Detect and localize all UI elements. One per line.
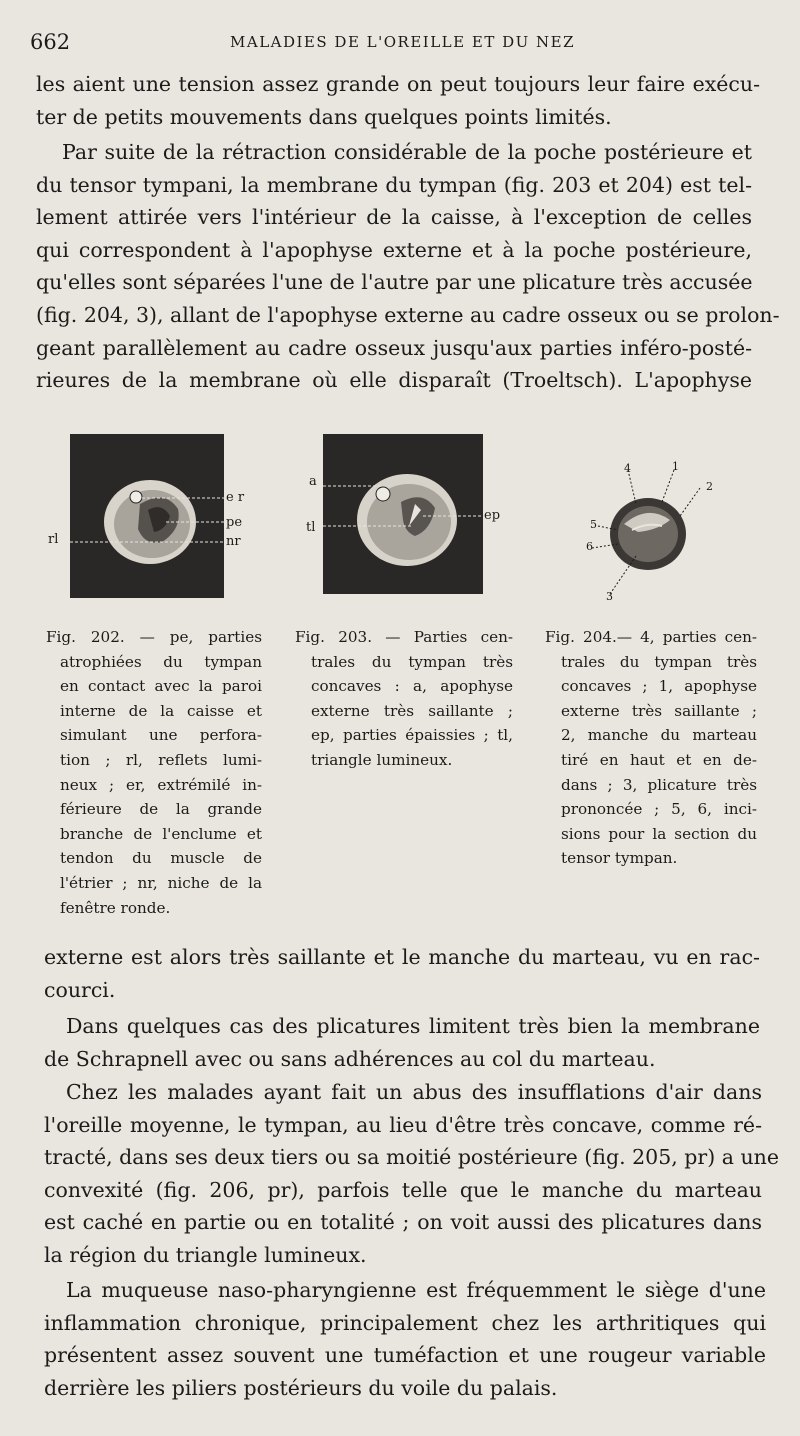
text-line: est caché en partie ou en totalité ; on voit aussi des plicatures dans [44,1210,762,1235]
caption-line: neux ; er, extrémilé in- [60,775,262,794]
text-line: geant parallèlement au cadre osseux jusqu'aux parties inféro-posté- [36,335,752,360]
caption-line: prononcée ; 5, 6, inci- [561,800,757,819]
text-line: les aient une tension assez grande on peut toujours leur faire exécu- [36,72,760,96]
fig202-label-nr: nr [226,534,241,549]
text-line: inflammation chronique, principalement chez les arthritiques qui [44,1310,766,1335]
figure-203-image [323,434,483,594]
caption-line: concaves ; 1, apophyse [561,677,757,696]
caption-line: triangle lumineux. [311,750,453,769]
text-line: qu'elles sont séparées l'une de l'autre par une plicature très accusée [36,270,753,295]
text-line: derrière les piliers postérieurs du voile du palais. [44,1375,558,1400]
figure-204-caption [545,625,757,871]
fig202-label-rl: rl [48,532,59,547]
caption-line: Fig. 203. — Parties cen- [295,628,513,646]
caption-line: atrophiées du tympan [60,652,262,671]
figure-203-drawing [323,434,483,594]
text-line: rieures de la membrane où elle disparaît (Troeltsch). L'apophyse [36,368,752,393]
text-line: tracté, dans ses deux tiers ou sa moitié postérieure (fig. 205, pr) a une [44,1145,780,1170]
page-number: 662 [30,30,71,54]
paragraph-4 [44,1010,760,1075]
text-line: de Schrapnell avec ou sans adhérences au col du marteau. [44,1046,656,1071]
text-line: courci. [44,977,116,1002]
text-line: externe est alors très saillante et le manche du marteau, vu en rac- [44,945,760,969]
caption-line: l'étrier ; nr, niche de la [60,873,262,892]
caption-line: tendon du muscle de [60,849,262,868]
text-line: ter de petits mouvements dans quelques points limités. [36,104,612,129]
fig204-label-4: 4 [624,462,631,475]
text-line: présentent assez souvent une tuméfaction et une rougeur variable [44,1343,766,1368]
text-line: La muqueuse naso-pharyngienne est fréquemment le siège d'une [66,1278,766,1302]
text-line: l'oreille moyenne, le tympan, au lieu d'être très concave, comme ré- [44,1112,762,1137]
page-header [30,30,770,56]
caption-line: 2, manche du marteau [561,726,757,745]
fig202-label-pe: pe [226,515,243,530]
caption-line: interne de la caisse et [60,701,262,720]
running-head: MALADIES DE L'OREILLE ET DU NEZ [230,33,576,51]
caption-line: tiré en haut et en de- [561,750,757,769]
fig203-label-ep: ep [484,508,501,523]
figure-203-caption [295,625,513,773]
caption-line: ep, parties épaissies ; tl, [311,726,513,745]
caption-line: externe très saillante ; [311,701,513,720]
text-line: Par suite de la rétraction considérable de la poche postérieure et [62,140,752,164]
text-line: la région du triangle lumineux. [44,1242,367,1267]
caption-line: Fig. 202. — pe, parties [46,628,262,646]
caption-line: sions pour la section du [561,824,757,843]
caption-line: Fig. 204.— 4, parties cen- [545,628,757,646]
paragraph-3 [44,941,760,1006]
figure-202-image [70,434,224,598]
caption-line: tion ; rl, reflets lumi- [60,750,262,769]
caption-line: dans ; 3, plicature très [561,775,757,794]
fig204-label-3: 3 [606,590,613,603]
figure-202-caption [46,625,262,920]
text-line: du tensor tympani, la membrane du tympan (fig. 203 et 204) est tel- [36,172,752,197]
caption-line: tensor tympan. [561,849,678,868]
caption-line: branche de l'enclume et [60,824,262,843]
paragraph-5 [44,1076,780,1272]
caption-line: trales du tympan très [311,652,513,671]
fig204-label-2: 2 [706,480,713,493]
text-line: (fig. 204, 3), allant de l'apophyse externe au cadre osseux ou se prolon- [36,302,780,327]
fig203-label-tl: tl [306,520,316,535]
caption-line: externe très saillante ; [561,701,757,720]
text-line: lement attirée vers l'intérieur de la caisse, à l'exception de celles [36,205,752,230]
fig203-label-a: a [309,474,317,489]
caption-line: simulant une perfora- [60,726,262,745]
paragraph-1 [36,68,760,133]
text-line: Dans quelques cas des plicatures limitent très bien la membrane [66,1014,760,1038]
fig204-label-5: 5 [590,518,597,531]
caption-line: en contact avec la paroi [60,677,262,696]
figure-202-drawing [70,434,224,598]
fig202-label-er: e r [226,490,245,505]
fig204-label-6: 6 [586,540,593,553]
figure-204-drawing [588,460,718,610]
caption-line: férieure de la grande [60,800,262,819]
caption-line: trales du tympan très [561,652,757,671]
caption-line: fenêtre ronde. [60,898,171,917]
text-line: qui correspondent à l'apophyse externe et à la poche postérieure, [36,237,752,262]
text-line: convexité (fig. 206, pr), parfois telle que le manche du marteau [44,1177,762,1202]
fig204-label-1: 1 [672,460,679,473]
text-line: Chez les malades ayant fait un abus des insufflations d'air dans [66,1080,762,1104]
paragraph-2 [36,136,780,397]
figure-204-image [588,460,718,610]
caption-line: concaves : a, apophyse [311,677,513,696]
paragraph-6 [44,1274,766,1404]
